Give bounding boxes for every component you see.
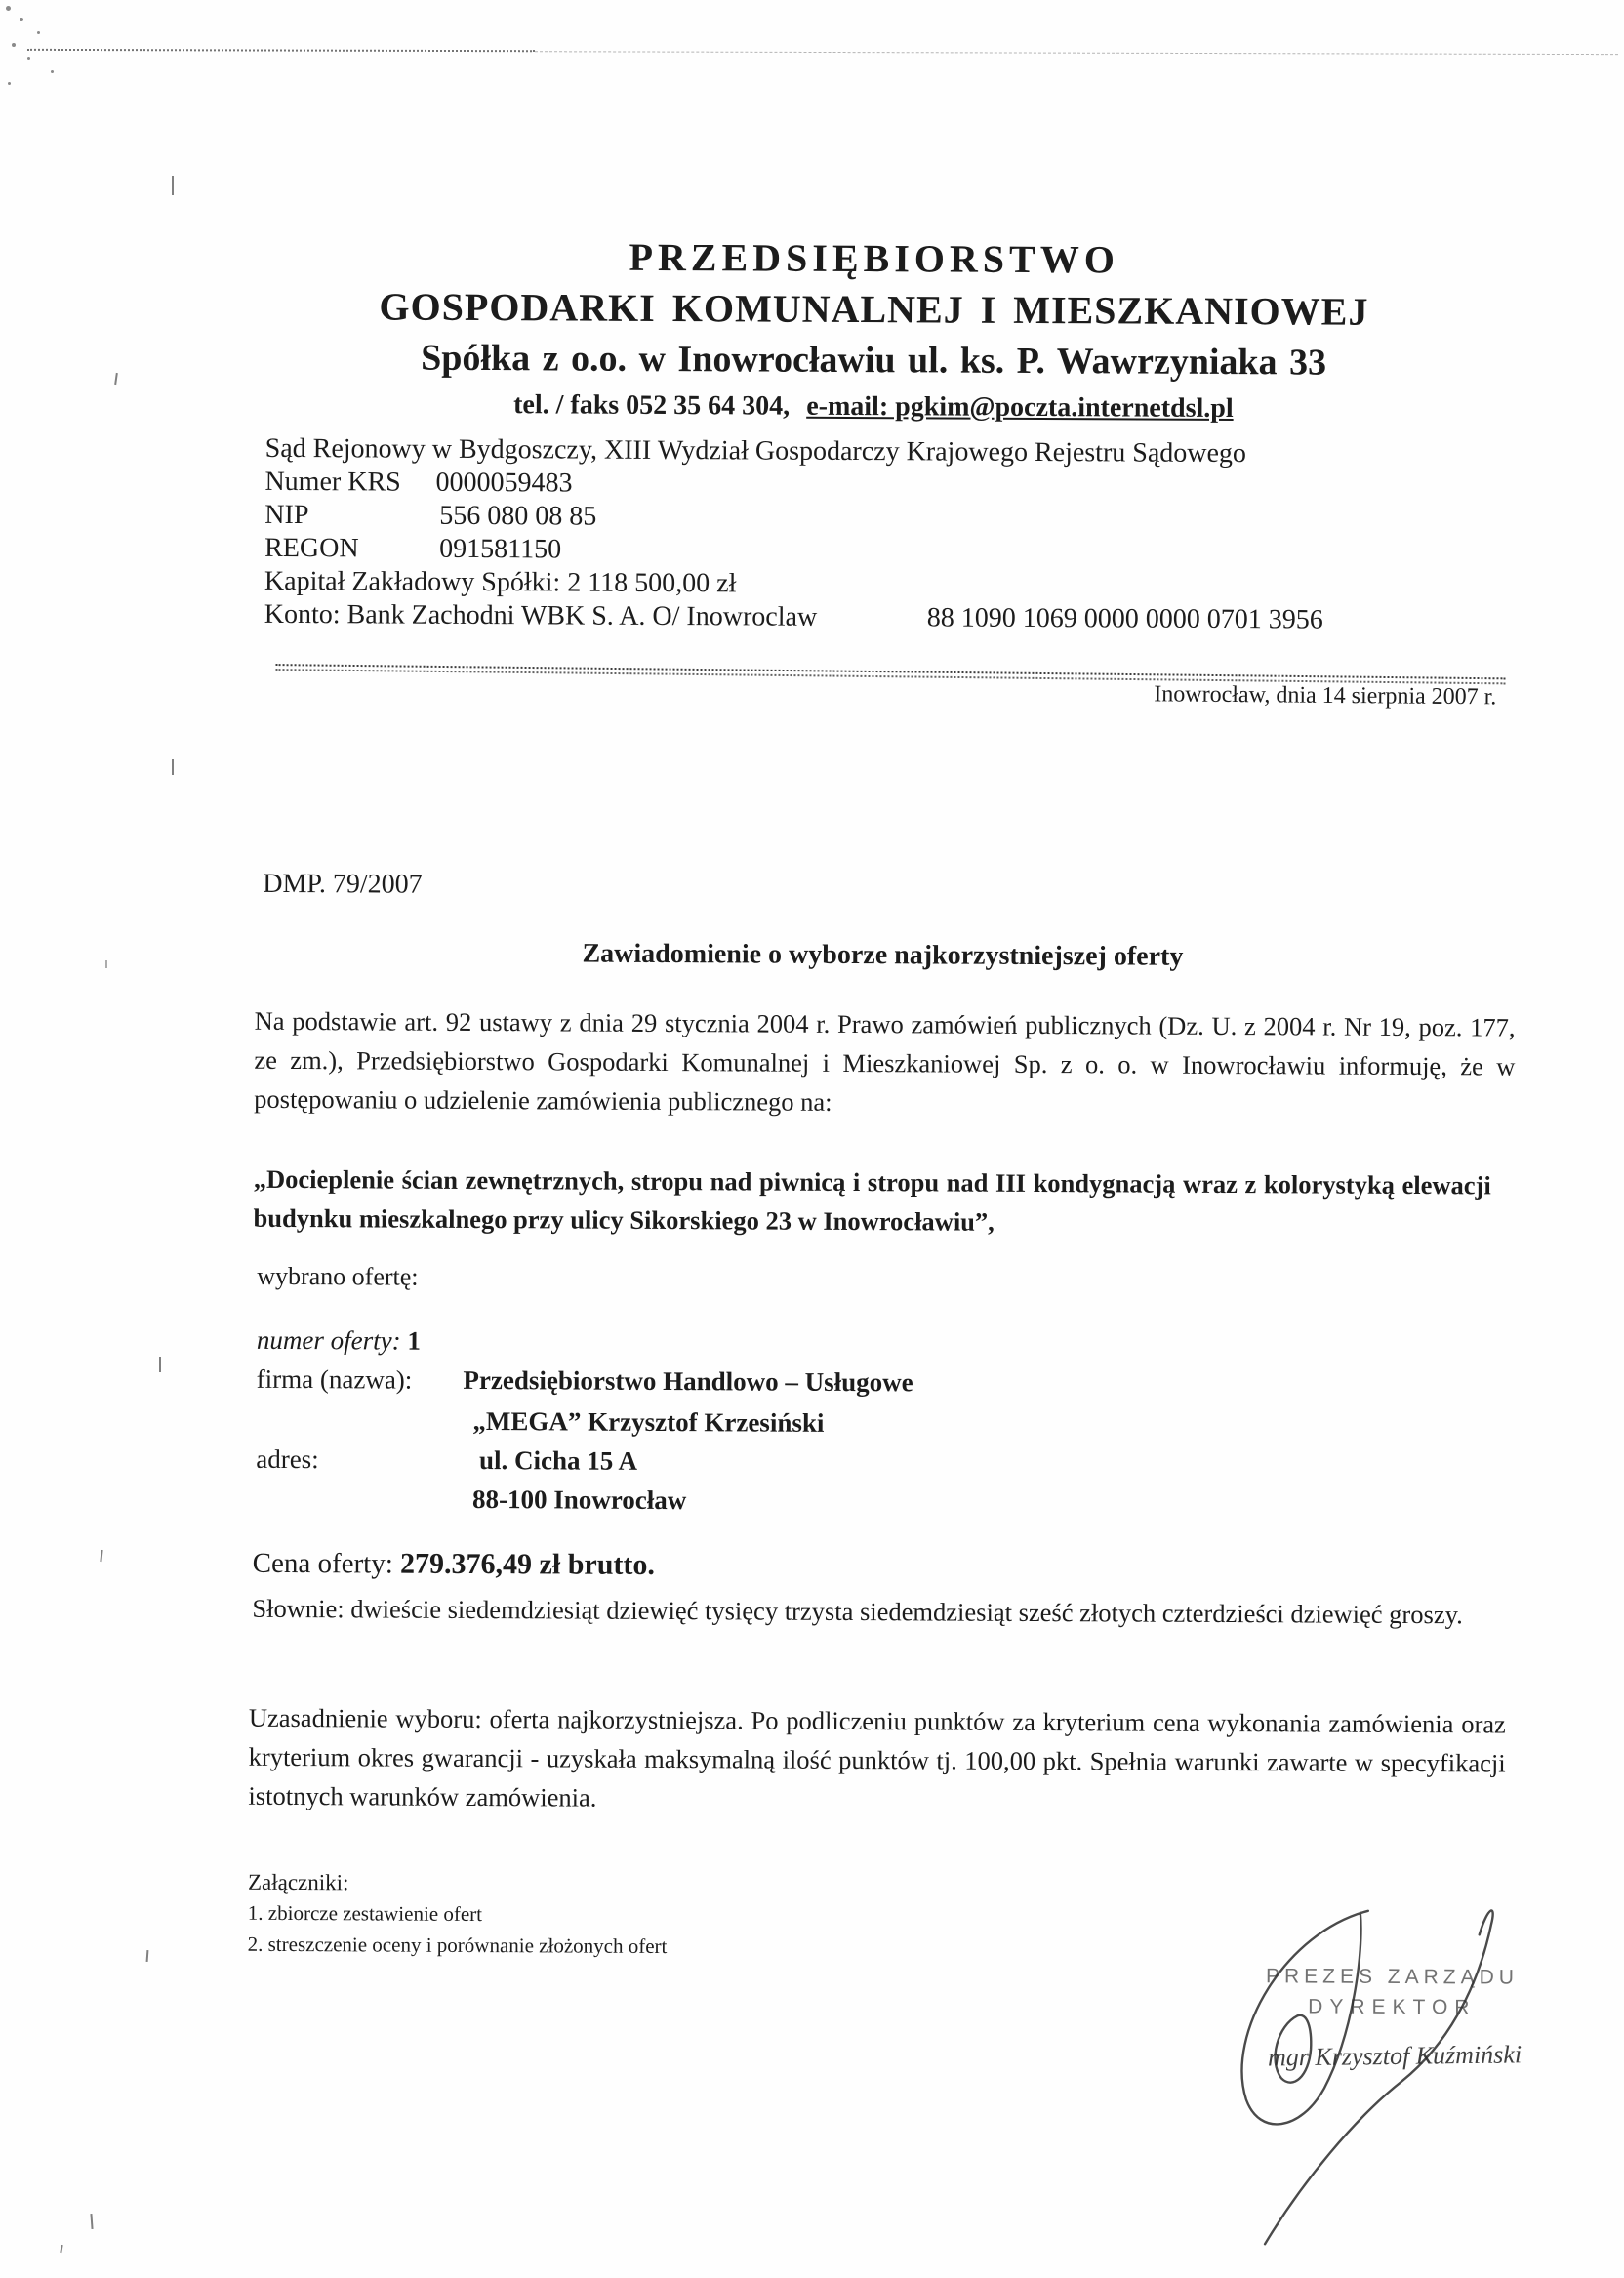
company-name-line2: GOSPODARKI KOMUNALNEJ I MIESZKANIOWEJ [379, 284, 1369, 334]
address-row [256, 1444, 637, 1477]
dotted-separator [275, 664, 1505, 684]
regon-value: 091581150 [439, 533, 562, 565]
email-address: e-mail: pgkim@poczta.internetdsl.pl [806, 390, 1234, 425]
krs-value: 0000059483 [435, 467, 573, 499]
krs-label: Numer KRS [264, 466, 401, 498]
reference-number: DMP. 79/2007 [263, 868, 423, 900]
justification-paragraph: Uzasadnienie wyboru: oferta najkorzystniejsza. Po podliczeniu punktów za kryterium cena wykonania zamówienia oraz kryterium okres gwarancji - uzyskała maksymalną ilość punktów tj. 100,00 pkt. Spełnia warunki zawarte w specyfikacji istotnych warunków zamówienia. [248, 1702, 1506, 1812]
nip-value: 556 080 08 85 [439, 500, 597, 532]
price-row [253, 1547, 655, 1582]
offer-number-row [257, 1325, 421, 1357]
price-value: 279.376,49 zł brutto. [400, 1547, 656, 1581]
firm-row [257, 1364, 914, 1399]
intro-paragraph: Na podstawie art. 92 ustawy z dnia 29 stycznia 2004 r. Prawo zamówień publicznych (Dz. U. z 2004 r. Nr 19, poz. 177, ze zm.), Przedsiębiorstwo Gospodarki Komunalnej i Mieszkaniowej Sp. z o. o. w Inowrocławiu informuję, że w postępowaniu o udzielenie zamówienia publicznego na: [254, 1005, 1516, 1117]
address-label: adres: [256, 1444, 319, 1475]
stamp-title-line2: DYREKTOR [1308, 1995, 1477, 2019]
document-title: Zawiadomienie o wyborze najkorzystniejszej oferty [582, 938, 1184, 972]
regon-label: REGON [264, 532, 359, 564]
tender-subject: „Docieplenie ścian zewnętrznych, stropu nad piwnicą i stropu nad III kondygnacją wraz z kolorystyką elewacji budynku mieszkalnego przy ulicy Sikorskiego 23 w Inowrocławiu”, [253, 1163, 1491, 1237]
offer-number-label: numer oferty: [256, 1324, 401, 1356]
offer-number-value: 1 [407, 1325, 421, 1356]
selected-offer-label: wybrano ofertę: [257, 1261, 419, 1291]
company-name-line1: PRZEDSIĘBIORSTWO [629, 234, 1120, 282]
price-in-words: Słownie: dwieście siedemdziesiąt dziewięć tysięcy trzysta siedemdziesiąt sześć złotych czterdzieści dziewięć groszy. [252, 1593, 1463, 1630]
attachment-item-2: 2. streszczenie oceny i porównanie złożonych ofert [247, 1932, 668, 1959]
registry-court-line: Sąd Rejonowy w Bydgoszczy, XIII Wydział Gospodarczy Krajowego Rejestru Sądowego [264, 432, 1247, 469]
phone-fax-number: tel. / faks 052 35 64 304, [513, 389, 791, 422]
stamp-signatory-name: mgr Krzysztof Kuźmiński [1267, 2040, 1522, 2072]
nip-label: NIP [264, 499, 309, 531]
company-address-line: Spółka z o.o. w Inowrocławiu ul. ks. P. Wawrzyniaka 33 [421, 337, 1327, 384]
registry-capital-line: Kapitał Zakładowy Spółki: 2 118 500,00 zł [264, 565, 737, 599]
handwritten-signature [1200, 1896, 1563, 2278]
firm-name-line2: „MEGA” Krzysztof Krzesiński [472, 1405, 825, 1438]
firm-name-line1: Przedsiębiorstwo Handlowo – Usługowe [463, 1364, 914, 1398]
address-line1: ul. Cicha 15 A [478, 1445, 638, 1476]
account-label: Konto: Bank Zachodni WBK S. A. O/ Inowroclaw [264, 598, 818, 632]
place-and-date: Inowrocław, dnia 14 sierpnia 2007 r. [1154, 681, 1497, 711]
contact-line [224, 388, 1522, 427]
address-line2: 88-100 Inowrocław [471, 1484, 687, 1516]
registry-account-row [264, 598, 1533, 638]
attachment-item-1: 1. zbiorcze zestawienie ofert [247, 1900, 483, 1927]
firm-label: firma (nazwa): [256, 1363, 413, 1395]
stamp-title-line1: PREZES ZARZĄDU [1265, 1965, 1520, 1989]
account-number: 88 1090 1069 0000 0000 0701 3956 [926, 602, 1323, 635]
price-label: Cena oferty: [252, 1547, 393, 1580]
attachments-label: Załączniki: [247, 1869, 349, 1895]
